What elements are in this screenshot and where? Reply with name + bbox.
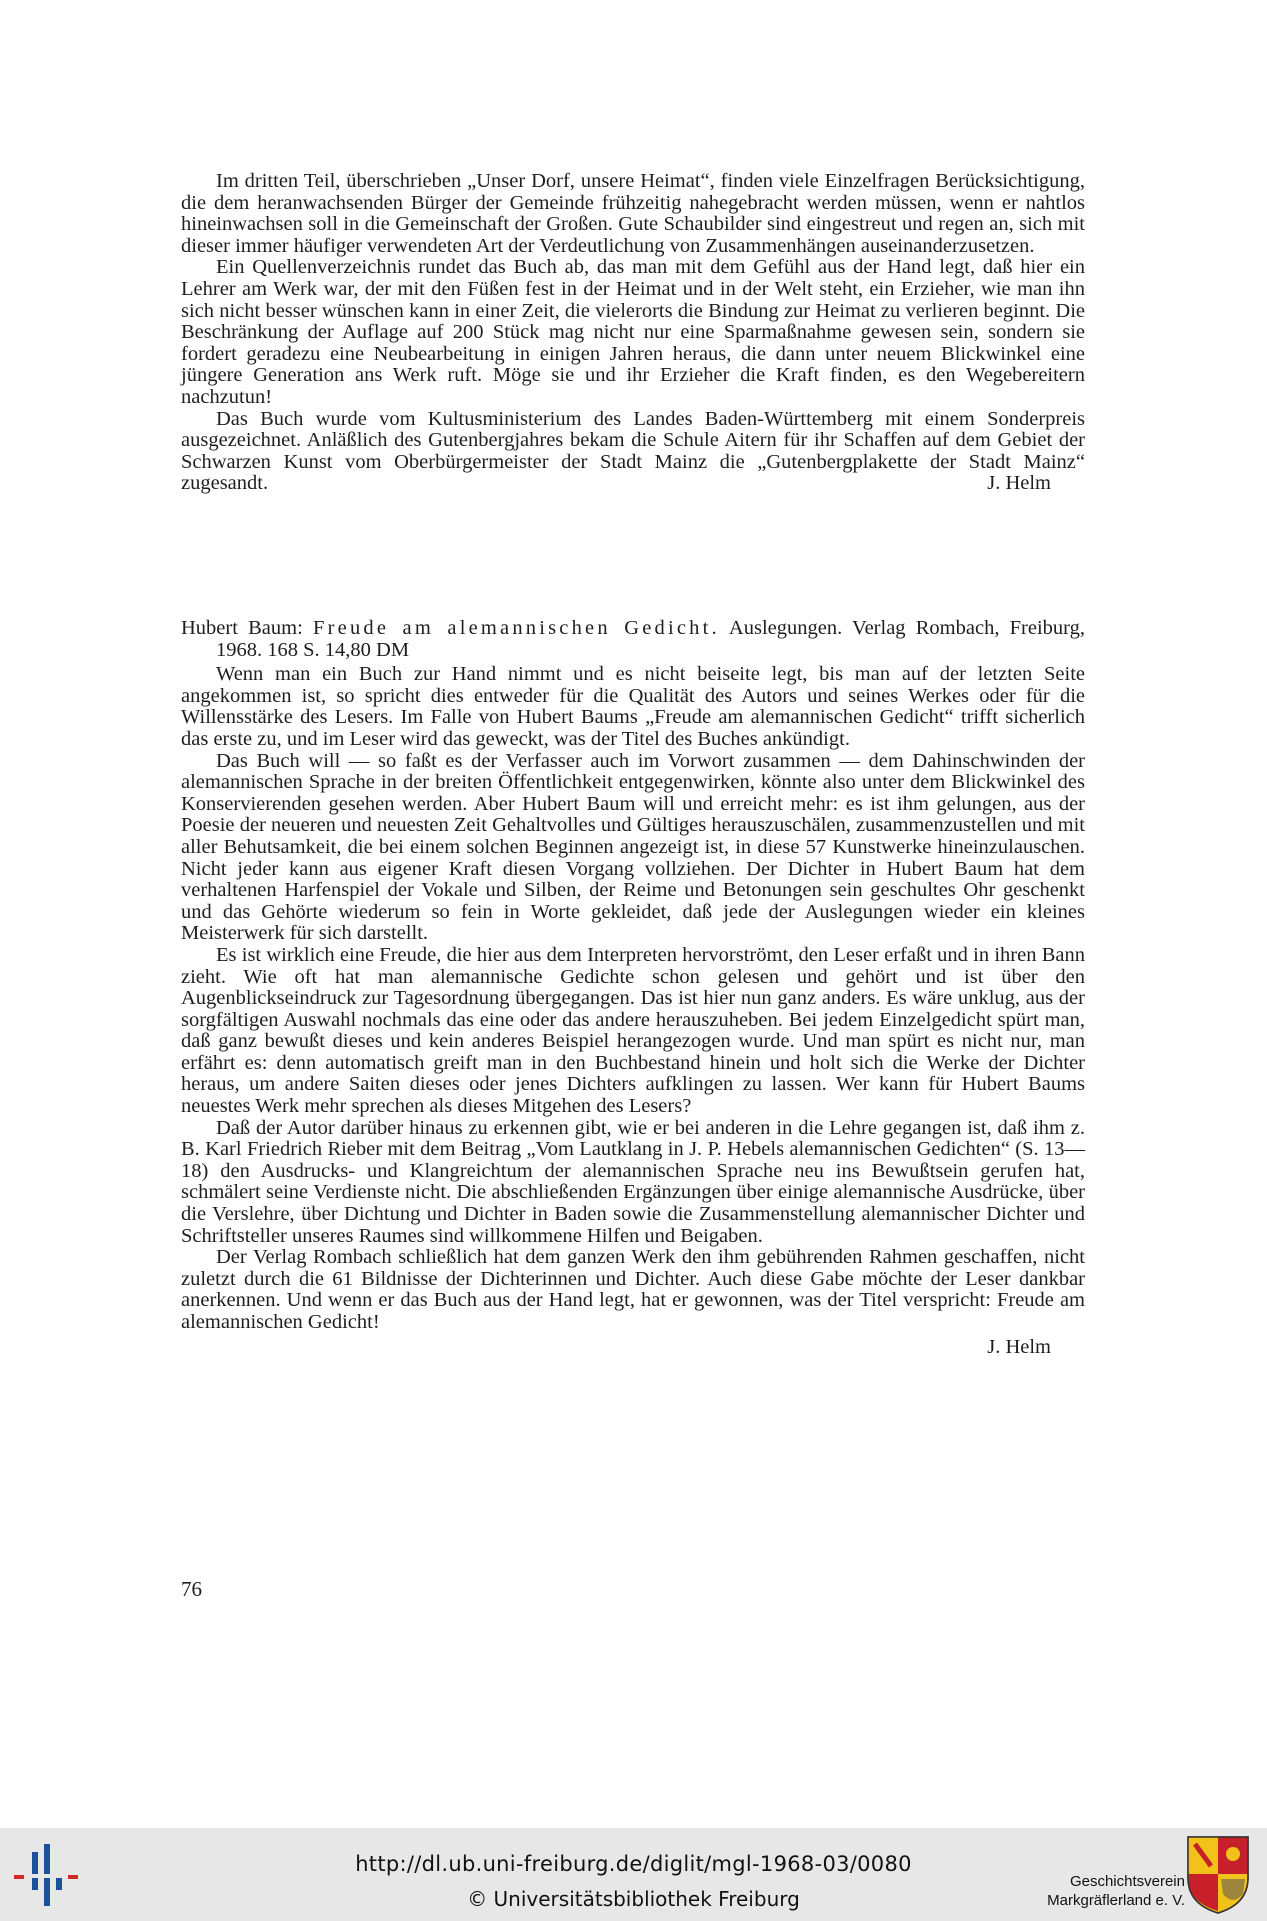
paragraph: Wenn man ein Buch zur Hand nimmt und es nicht beiseite legt, bis man auf der letzten Seite angekommen ist, so spricht dies entweder für die Qualität des Autors und seines Werkes oder für die Willensstärke des Lesers. Im Falle von Hubert Baums „Freude am alemannischen Gedicht“ trifft sicherlich das erste zu, und im Leser wird das geweckt, was der Titel des Buches ankündigt. (181, 663, 1085, 750)
society-name-line: Geschichtsverein (1069, 1873, 1185, 1890)
society-name (1047, 1872, 1185, 1910)
reviewer-signature: J. Helm (987, 1335, 1051, 1358)
paragraph: Das Buch will — so faßt es der Verfasser auch im Vorwort zusammen — dem Dahinschwinden der alemannischen Sprache in der breiten Öffentlichkeit entgegenwirken, könnte also unter dem Blickwinkel des Konservierenden gesehen werden. Aber Hubert Baum will und erreicht mehr: es ist ihm gelungen, aus der Poesie der neueren und neuesten Zeit Gehaltvolles und Gültiges herauszuschälen, zusammenzustellen und mit aller Behutsamkeit, die bei einem solchen Beginnen angezeigt ist, in diese 57 Kunstwerke hineinzulauschen. Nicht jeder kann aus eigener Kraft diesen Vorgang vollziehen. Der Dichter in Hubert Baum hat dem verhaltenen Harfenspiel der Vokale und Silben, der Reime und Betonungen sein geschultes Ohr geschenkt und das Gehörte wiederum so fein in Worte gekleidet, daß jede der Auslegungen wieder ein kleines Meisterwerk für sich darstellt. (181, 749, 1085, 945)
book-title: Freude am alemannischen Gedicht. (313, 617, 720, 639)
permalink-url[interactable]: http://dl.ub.uni-freiburg.de/diglit/mgl-1968-03/0080 (355, 1852, 912, 1876)
society-name-line: Markgräflerland e. V. (1047, 1892, 1185, 1909)
paragraph: Im dritten Teil, überschrieben „Unser Dorf, unsere Heimat“, finden viele Einzelfragen Berücksichtigung, die dem heranwachsenden Bürger der Gemeinde frühzeitig nahegebracht werden müssen, wenn er nahtlos hineinwachsen soll in die Gemeinschaft der Großen. Gute Schaubilder sind eingestreut und regen an, sich mit dieser immer häufiger verwendeten Art der Verdeutlichung von Zusammenhängen auseinanderzusetzen. (181, 170, 1085, 257)
paragraph: Daß der Autor darüber hinaus zu erkennen gibt, wie er bei anderen in die Lehre gegangen ist, daß ihm z. B. Karl Friedrich Rieber mit dem Beitrag „Vom Lautklang in J. P. Hebels alemannischen Gedichten“ (S. 13—18) den Ausdrucks- und Klangreichtum der alemannischen Sprache neu ins Bewußtsein gerufen hat, schmälert seine Verdienste nicht. Die abschließenden Ergänzungen über einige alemannische Ausdrücke, über die Verslehre, über Dichtung und Dichter in Baden sowie die Zusammenstellung alemannischer Dichter und Schriftsteller unseres Raumes sind willkommene Hilfen und Beigaben. (181, 1116, 1085, 1247)
paragraph-text: Das Buch wurde vom Kultusministerium des Landes Baden-Württemberg mit einem Sonderpreis ausgezeichnet. Anläßlich des Gutenbergjahres bekam die Schule Aitern für ihr Schaffen auf dem Gebiet der Schwarzen Kunst vom Oberbürgermeister der Stadt Mainz die „Gutenbergplakette der Stadt Mainz“ zugesandt. (181, 407, 1085, 495)
footer-bar (0, 1828, 1267, 1921)
book-author: Hubert Baum: (181, 617, 303, 639)
paragraph: Es ist wirklich eine Freude, die hier aus dem Interpreten hervorströmt, den Leser erfaßt und in ihren Bann zieht. Wie oft hat man alemannische Gedichte schon gelesen und gehört und ist über den Augenblickseindruck zur Tagesordnung übergegangen. Das ist hier nun ganz anders. Es wäre unklug, aus der sorgfältigen Auswahl nochmals das eine oder das andere herauszuheben. Bei jedem Einzelgedicht spürt man, daß ganz bewußt dieses und kein anderes Beispiel herangezogen wurde. Und man spürt es nicht nur, man erfährt es: denn automatisch greift man in den Buchbestand hinein und holt sich die Werke der Dichter heraus, um andere Saiten dieses oder jenes Dichters aufklingen zu lassen. Wer kann für Hubert Baums neuestes Werk mehr sprechen als dieses Mitgehen des Lesers? (181, 943, 1085, 1118)
coat-of-arms-icon (1185, 1834, 1251, 1916)
page-number: 76 (181, 1577, 202, 1601)
paragraph: Ein Quellenverzeichnis rundet das Buch ab, das man mit dem Gefühl aus der Hand legt, daß hier ein Lehrer am Werk war, der mit den Füßen fest in der Heimat und in der Welt steht, ein Erzieher, wie man ihn sich nicht besser wünschen kann in einer Zeit, die vielerorts die Bindung zur Heimat zu verlieren beginnt. Die Beschränkung der Auflage auf 200 Stück mag nicht nur eine Sparmaßnahme gewesen sein, sondern sie fordert geradezu eine Neubearbeitung in einigen Jahren heraus, die dann unter neuem Blickwinkel eine jüngere Generation ans Werk ruft. Möge sie und ihr Erzieher die Kraft finden, es den Wegebereitern nachzutun! (181, 256, 1085, 408)
paragraph (181, 409, 1085, 495)
paragraph: Der Verlag Rombach schließlich hat dem ganzen Werk den ihm gebührenden Rahmen geschaffen, nicht zuletzt durch die 61 Bildnisse der Dichterinnen und Dichter. Auch diese Gabe möchte der Leser dankbar anerkennen. Und wenn er das Buch aus der Hand legt, hat er gewonnen, was der Titel verspricht: Freude am alemannischen Gedicht! (181, 1246, 1085, 1333)
review-continuation (181, 171, 1085, 495)
reviewer-signature: J. Helm (987, 472, 1051, 495)
book-details: Auslegungen. Verlag Rombach, Freiburg, 1968. 168 S. 14,80 DM (216, 617, 1085, 661)
book-review (181, 618, 1085, 1358)
copyright-notice: © Universitätsbibliothek Freiburg (467, 1887, 800, 1911)
book-reference (181, 618, 1085, 661)
